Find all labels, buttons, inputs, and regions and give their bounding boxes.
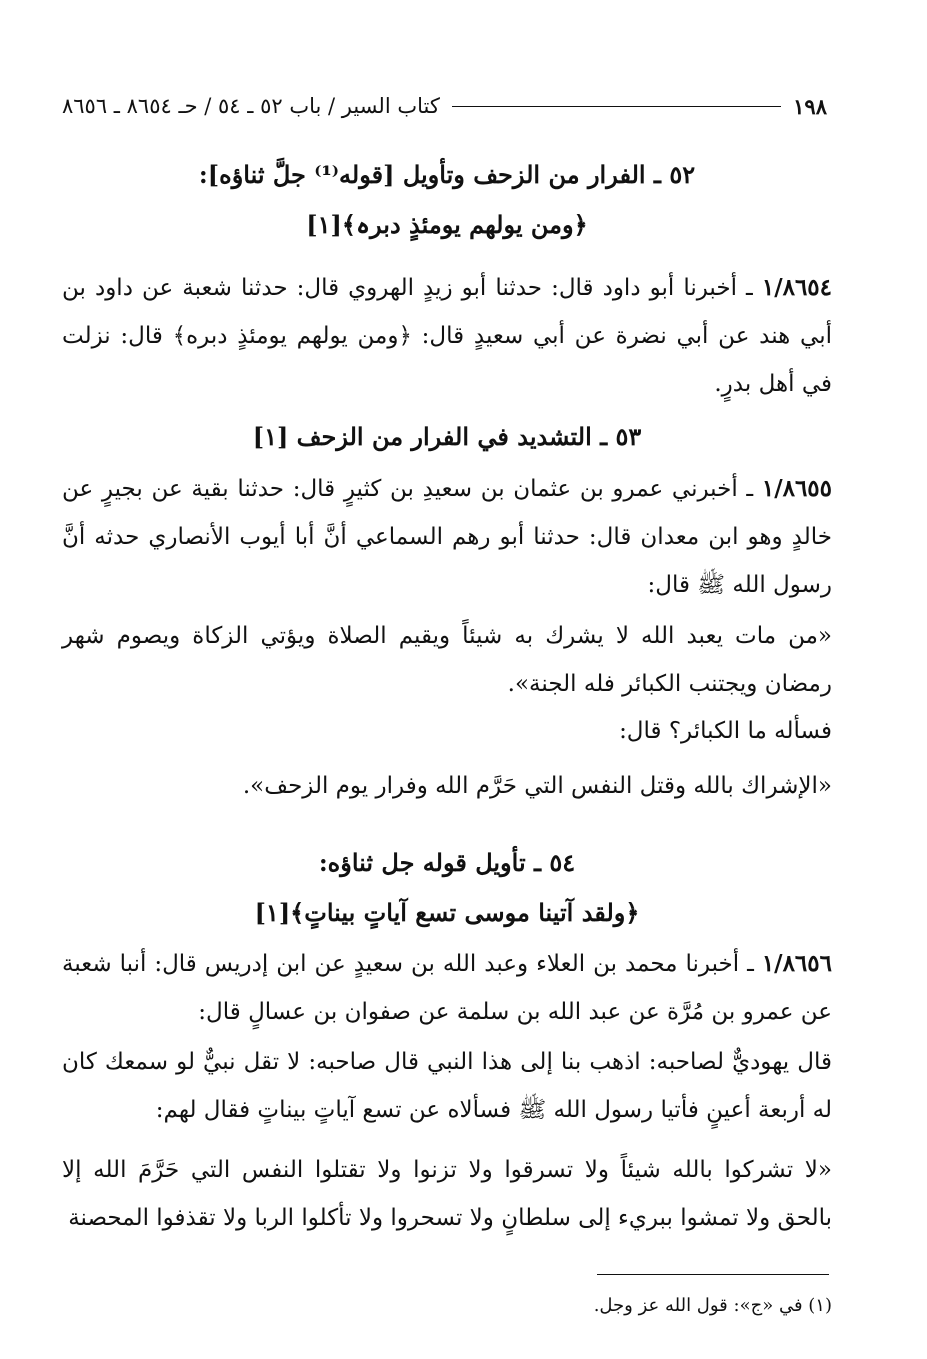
section-54-verse: ﴿ولقد آتينا موسى تسع آياتٍ بيناتٍ﴾[١] (254, 898, 640, 927)
question-line: فسأله ما الكبائر؟ قال: (619, 718, 832, 744)
hadith-number: ١/٨٦٥٥ (761, 475, 833, 502)
footnote: (١) في «ج»: قول الله عز وجل. (593, 1295, 832, 1316)
header-rule (452, 106, 781, 107)
hadith-text: ـ أخبرنا محمد بن العلاء وعبد الله بن سعيدٍ عن ابن إدريس قال: أنبا شعبة عن عمرو بن مُرَّة عن عبد الله بن سلمة عن صفوان بن عسالٍ قال: (62, 951, 832, 1025)
hadith-8654 (62, 264, 832, 408)
running-title: كتاب السير / باب ٥٢ ـ ٥٤ / حـ ٨٦٥٤ ـ ٨٦٥٦ (62, 94, 440, 118)
running-header (62, 86, 827, 126)
hadith-8655 (62, 465, 832, 609)
section-52-title: ٥٢ ـ الفرار من الزحف وتأويل [قوله⁽¹⁾ جلَّ ثناؤه]: (198, 160, 696, 189)
footnote-rule (597, 1274, 829, 1275)
prophetic-quote-2: «الإشراك بالله وقتل النفس التي حَرَّم الله وفرار يوم الزحف». (242, 773, 832, 799)
hadith-8656 (62, 940, 832, 1036)
section-54-heading (62, 838, 832, 938)
hadith-number: ١/٨٦٥٤ (761, 274, 833, 301)
hadith-number: ١/٨٦٥٦ (761, 950, 832, 977)
prophetic-quote-1: «من مات يعبد الله لا يشرك به شيئاً ويقيم الصلاة ويؤتي الزكاة ويصوم شهر رمضان ويجتنب الكبائر فله الجنة». (62, 623, 832, 697)
section-53-heading (62, 412, 832, 462)
page-number: ١٩٨ (793, 93, 827, 119)
section-52-heading (62, 150, 832, 250)
narrative-paragraph: قال يهوديٌّ لصاحبه: اذهب بنا إلى هذا النبي قال صاحبه: لا تقل نبيٌّ لو سمعك كان له أربعة أعينٍ فأتيا رسول الله ﷺ فسألاه عن تسع آياتٍ بيناتٍ فقال لهم: (62, 1049, 832, 1123)
section-53-title: ٥٣ ـ التشديد في الفرار من الزحف [١] (252, 422, 642, 451)
hadith-text: ـ أخبرنا أبو داود قال: حدثنا أبو زيدٍ الهروي قال: حدثنا شعبة عن داود بن أبي هند عن أبي نضرة عن أبي سعيدٍ قال: ﴿ومن يولهم يومئذٍ دبره﴾ قال: نزلت في أهل بدرٍ. (62, 275, 832, 397)
hadith-text: ـ أخبرني عمرو بن عثمان بن سعيدِ بن كثيرٍ قال: حدثنا بقية عن بجيرٍ عن خالدٍ وهو ابن معدان قال: حدثنا أبو رهم السماعي أنَّ أبا أيوب الأنصاري حدثه أنَّ رسول الله ﷺ قال: (62, 476, 832, 598)
section-54-title: ٥٤ ـ تأويل قوله جل ثناؤه: (318, 848, 576, 877)
prophetic-quote-3: «لا تشركوا بالله شيئاً ولا تسرقوا ولا تزنوا ولا تقتلوا النفس التي حَرَّمَ الله إلا بالحق ولا تمشوا ببريء إلى سلطانٍ ولا تسحروا ولا تأكلوا الربا ولا تقذفوا المحصنة (62, 1157, 832, 1231)
section-52-verse: ﴿ومن يولهم يومئذٍ دبرہ﴾[١] (306, 210, 588, 239)
